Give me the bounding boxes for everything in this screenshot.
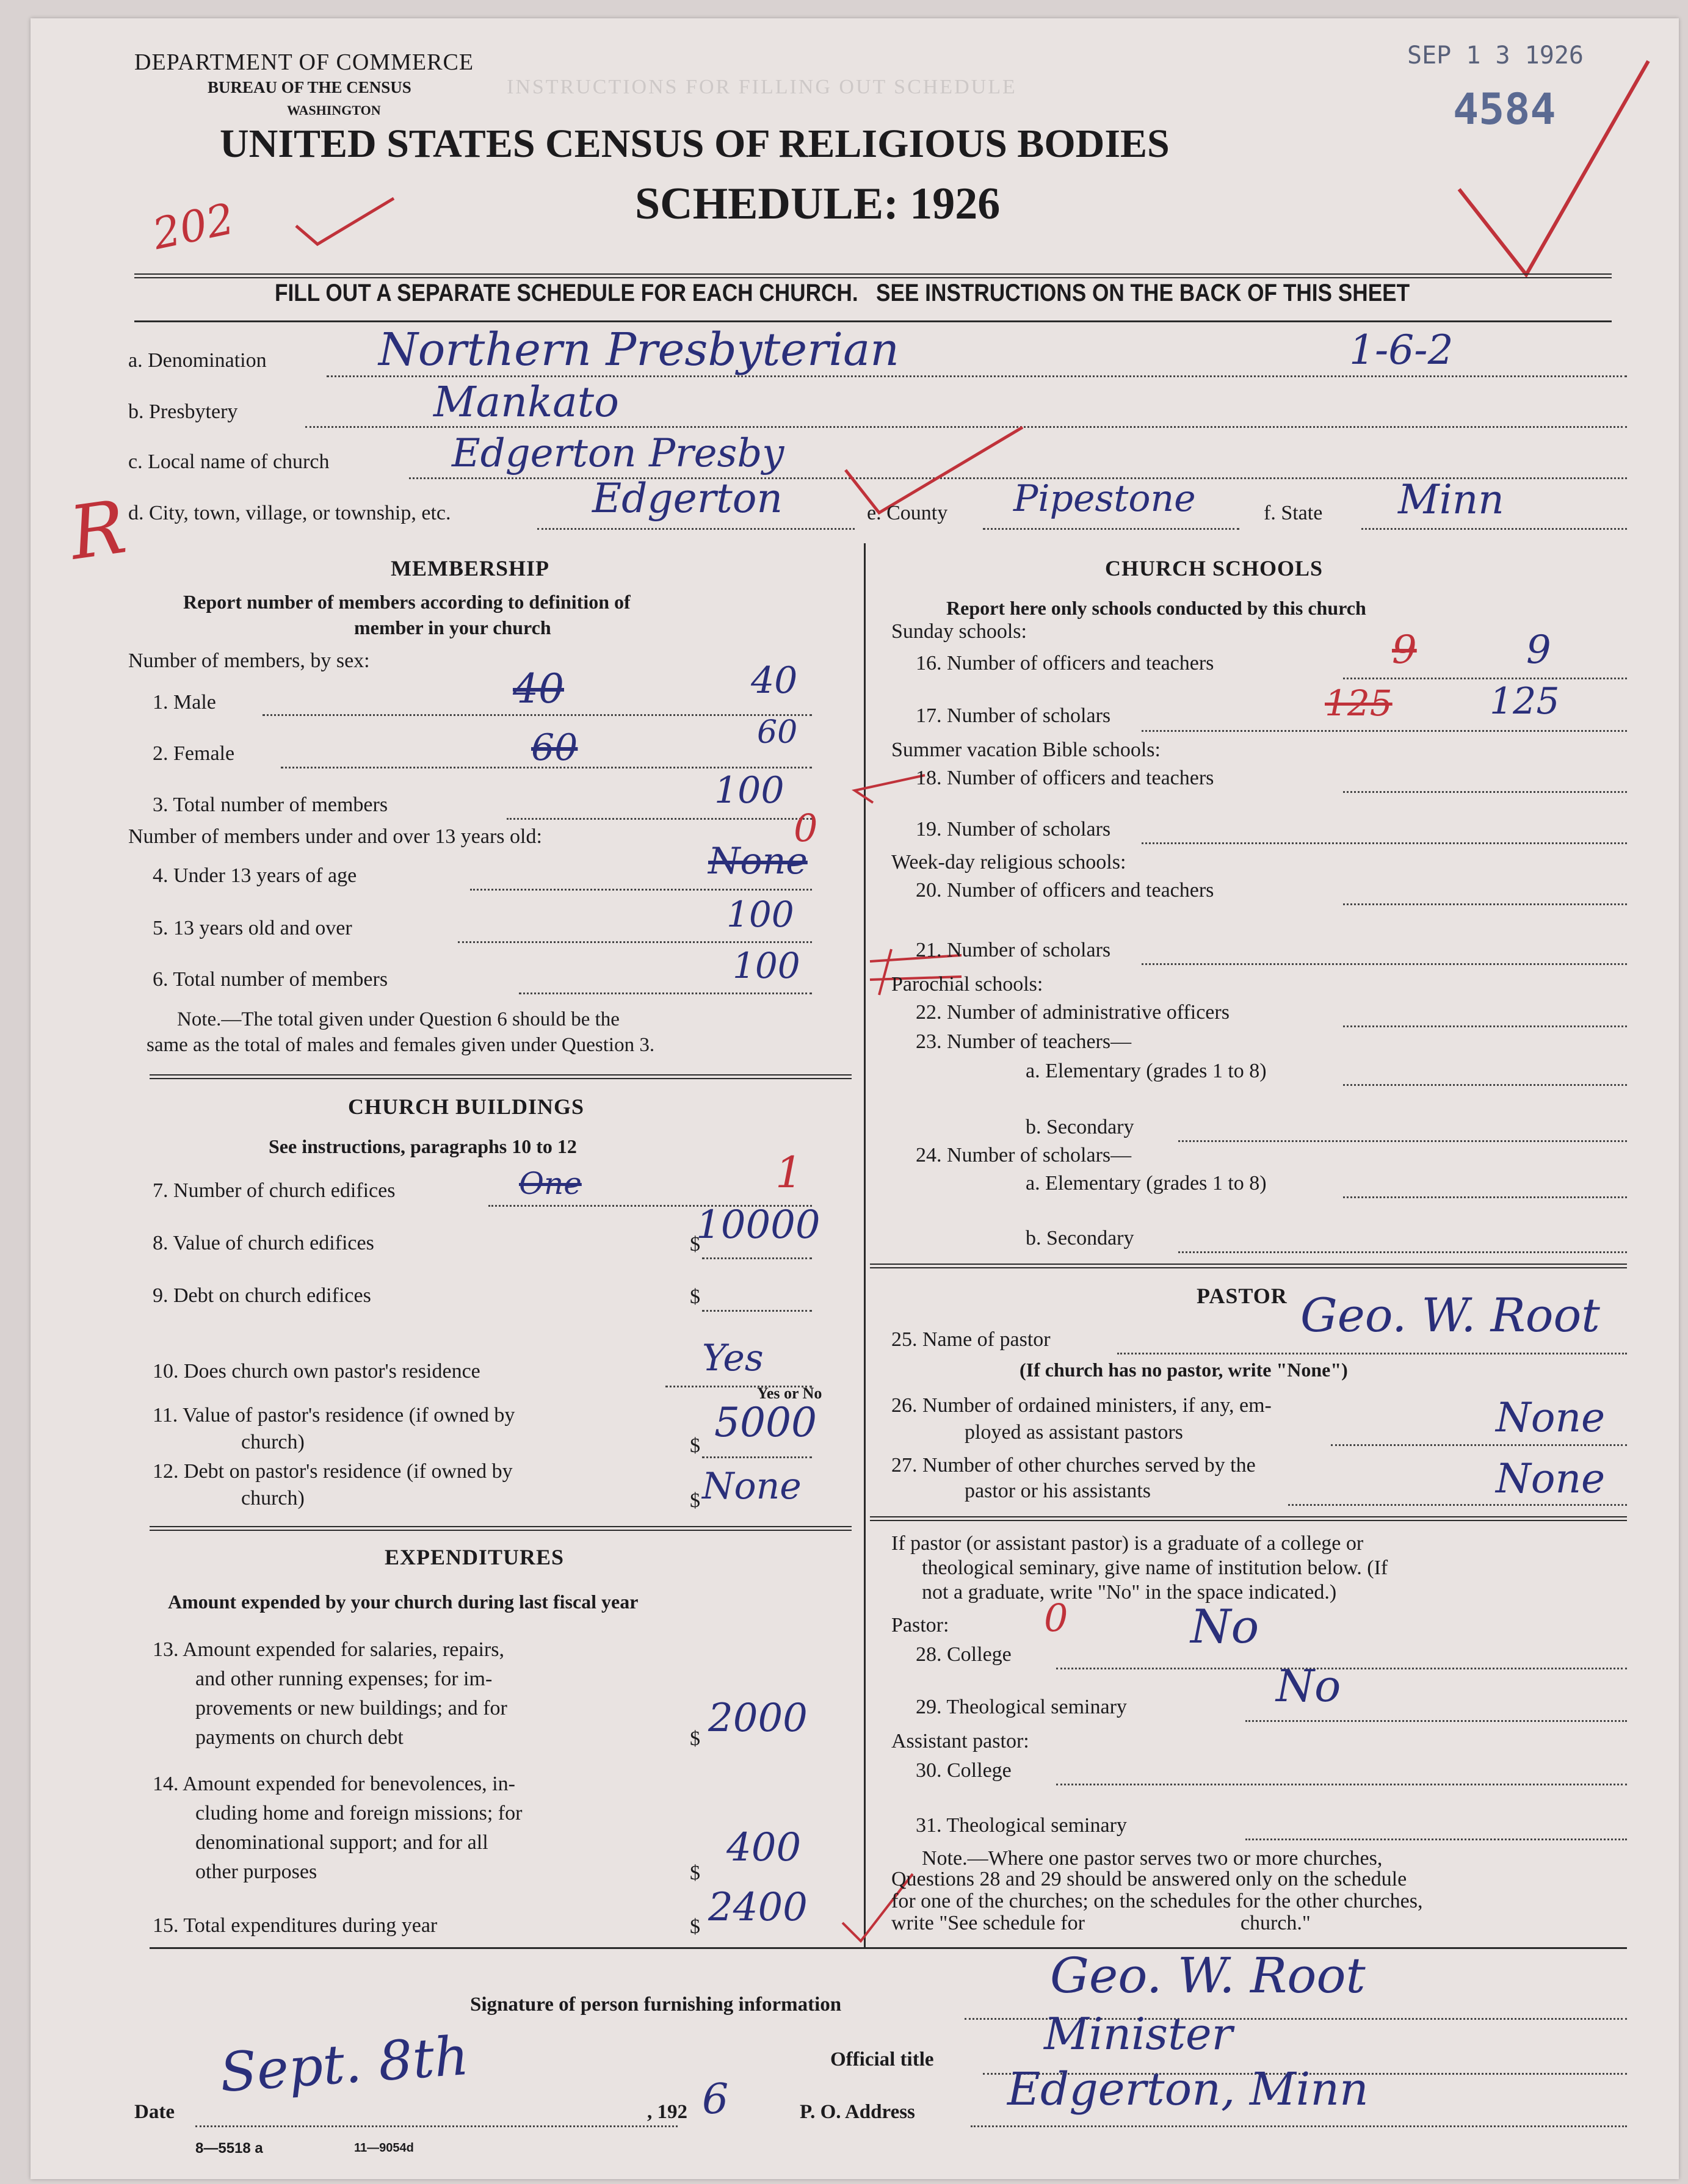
q9-line — [702, 1310, 812, 1312]
q14-line-4: other purposes — [195, 1860, 317, 1883]
state-label: f. State — [1264, 502, 1323, 524]
q24-label: 24. Number of scholars— — [916, 1144, 1132, 1166]
q26-line — [1331, 1444, 1627, 1446]
q30-label: 30. College — [916, 1759, 1012, 1782]
q19-label: 19. Number of scholars — [916, 818, 1111, 841]
q18-line — [1343, 791, 1627, 793]
header-rule-bottom — [134, 320, 1612, 322]
pastor-title: PASTOR — [1197, 1284, 1288, 1308]
q26-line-1: 26. Number of ordained ministers, if any, em- — [891, 1394, 1272, 1417]
form-number: 8—5518 a — [195, 2140, 263, 2157]
q16-struck-value: 9 — [1392, 627, 1417, 673]
q17-label: 17. Number of scholars — [916, 704, 1111, 727]
margin-number-mark: 202 — [148, 193, 239, 259]
q13-value[interactable]: 2000 — [708, 1696, 808, 1741]
q12-dollar: $ — [690, 1489, 700, 1512]
header-rule-top — [134, 273, 1612, 278]
print-number: 11—9054d — [354, 2141, 414, 2155]
department-name: DEPARTMENT OF COMMERCE — [134, 49, 474, 75]
q13-line-3: provements or new buildings; and for — [195, 1697, 507, 1719]
q24b-line — [1178, 1251, 1627, 1253]
q13-line-4: payments on church debt — [195, 1726, 404, 1749]
form-title: UNITED STATES CENSUS OF RELIGIOUS BODIES — [220, 121, 1170, 166]
q14-line-2: cluding home and foreign missions; for — [195, 1802, 523, 1824]
q24a-line — [1343, 1196, 1627, 1198]
membership-note-1: Note.—The total given under Question 6 should be the — [177, 1008, 620, 1030]
local-name-value[interactable]: Edgerton Presby — [452, 431, 784, 476]
year-prefix: , 192 — [647, 2101, 687, 2123]
q4-under13-value[interactable]: None — [708, 840, 808, 883]
q15-label: 15. Total expenditures during year — [153, 1914, 438, 1937]
q16-label: 16. Number of officers and teachers — [916, 652, 1214, 674]
file-number-stamp: 4584 — [1453, 84, 1556, 134]
q26-value[interactable]: None — [1496, 1394, 1606, 1441]
q12-label-2: church) — [241, 1487, 305, 1510]
pastor-note-1: Note.—Where one pastor serves two or more churches, — [922, 1847, 1383, 1870]
graduate-note-3: not a graduate, write "No" in the space indicated.) — [922, 1581, 1337, 1604]
q5-over13-label: 5. 13 years old and over — [153, 917, 352, 939]
county-value[interactable]: Pipestone — [1013, 477, 1196, 520]
year-value[interactable]: 6 — [702, 2075, 729, 2124]
by-sex-label: Number of members, by sex: — [128, 649, 370, 672]
q8-value-label: 8. Value of church edifices — [153, 1232, 374, 1254]
schools-title: CHURCH SCHOOLS — [1105, 556, 1324, 580]
q27-line-1: 27. Number of other churches served by the — [891, 1454, 1256, 1477]
q16-value[interactable]: 9 — [1526, 627, 1551, 673]
margin-initial: R — [64, 485, 131, 577]
city-value[interactable]: Edgerton — [592, 475, 783, 522]
denomination-value[interactable]: Northern Presbyterian — [379, 324, 899, 376]
q14-line-3: denominational support; and for all — [195, 1831, 488, 1854]
q11-line — [702, 1456, 812, 1458]
county-label: e. County — [867, 502, 948, 524]
red-check-mark-corner — [1453, 55, 1654, 287]
q3-total-value[interactable]: 100 — [714, 769, 784, 812]
signature-label: Signature of person furnishing information — [470, 1994, 842, 2016]
pastor-sub-label: Pastor: — [891, 1614, 949, 1636]
q6-line — [519, 993, 812, 994]
q3-total-label: 3. Total number of members — [153, 794, 388, 816]
q29-value[interactable]: No — [1276, 1660, 1341, 1712]
q23b-line — [1178, 1140, 1627, 1142]
q15-dollar: $ — [690, 1915, 700, 1938]
bureau-name: BUREAU OF THE CENSUS — [208, 78, 411, 96]
q28-label: 28. College — [916, 1643, 1012, 1666]
graduate-note-1: If pastor (or assistant pastor) is a graduate of a college or — [891, 1532, 1364, 1555]
q20-label: 20. Number of officers and teachers — [916, 879, 1214, 902]
q22-line — [1343, 1025, 1627, 1027]
q5-line — [458, 941, 812, 943]
q1-male-label: 1. Male — [153, 691, 216, 714]
q2-female-value[interactable]: 60 — [757, 714, 798, 751]
q4-line — [470, 889, 812, 891]
q29-line — [1245, 1720, 1627, 1722]
q25-label: 25. Name of pastor — [891, 1328, 1051, 1351]
q23a-line — [1343, 1084, 1627, 1086]
denomination-code: 1-6-2 — [1349, 327, 1454, 374]
membership-bottom-rule — [150, 1074, 852, 1079]
q24a-label: a. Elementary (grades 1 to 8) — [1026, 1172, 1267, 1195]
q31-label: 31. Theological seminary — [916, 1814, 1127, 1837]
date-label: Date — [134, 2101, 175, 2123]
q5-over13-value[interactable]: 100 — [726, 894, 794, 935]
q17-line — [1142, 730, 1627, 732]
q21-line — [1142, 963, 1627, 965]
q14-value[interactable]: 400 — [726, 1825, 802, 1870]
state-line — [1361, 528, 1627, 530]
pastor-note-2: Questions 28 and 29 should be answered only on the schedule — [891, 1868, 1407, 1890]
parochial-schools-label: Parochial schools: — [891, 973, 1043, 996]
q7-edifices-value[interactable]: 1 — [775, 1148, 803, 1198]
schools-intro: Report here only schools conducted by this church — [946, 597, 1366, 619]
q8-dollar: $ — [690, 1233, 700, 1256]
presbytery-value[interactable]: Mankato — [433, 378, 619, 427]
reverse-side-bleed-text — [507, 73, 1017, 101]
signature-value[interactable]: Geo. W. Root — [1050, 1947, 1366, 2004]
membership-note-2: same as the total of males and females given under Question 3. — [147, 1034, 655, 1056]
presbytery-label: b. Presbytery — [128, 400, 238, 423]
county-line — [983, 528, 1239, 530]
q10-residence-label: 10. Does church own pastor's residence — [153, 1360, 480, 1383]
sunday-schools-label: Sunday schools: — [891, 620, 1027, 643]
date-value[interactable]: Sept. 8th — [217, 2023, 471, 2105]
membership-intro-1: Report number of members according to definition of — [183, 591, 631, 613]
q27-line — [1288, 1504, 1627, 1506]
red-check-mark-margin — [293, 195, 397, 250]
q12-value[interactable]: None — [702, 1465, 802, 1508]
q13-line-1: 13. Amount expended for salaries, repairs, — [153, 1638, 504, 1661]
q27-value[interactable]: None — [1496, 1455, 1606, 1502]
q14-dollar: $ — [690, 1862, 700, 1884]
schools-bottom-rule — [870, 1264, 1627, 1268]
q1-male-value[interactable]: 40 — [751, 659, 798, 702]
q7-struck-value: One — [519, 1166, 582, 1201]
pastor-note-3: for one of the churches; on the schedules for the other churches, — [891, 1890, 1423, 1912]
pastor-note-4: write "See schedule for church." — [891, 1912, 1311, 1934]
state-value[interactable]: Minn — [1398, 476, 1504, 523]
q7-edifices-label: 7. Number of church edifices — [153, 1179, 396, 1202]
expenditures-intro: Amount expended by your church during last fiscal year — [168, 1591, 639, 1613]
assistant-sub-label: Assistant pastor: — [891, 1730, 1029, 1752]
q21-label: 21. Number of scholars — [916, 939, 1111, 961]
footer-rule — [150, 1947, 1627, 1949]
q11-label-2: church) — [241, 1431, 305, 1453]
buildings-intro: See instructions, paragraphs 10 to 12 — [269, 1135, 577, 1157]
q23-label: 23. Number of teachers— — [916, 1030, 1132, 1053]
official-title-label: Official title — [830, 2048, 934, 2070]
po-address-line — [971, 2125, 1627, 2127]
q17-struck-value: 125 — [1325, 682, 1393, 724]
q27-line-2: pastor or his assistants — [965, 1480, 1151, 1502]
q2-struck-value: 60 — [531, 726, 578, 769]
census-schedule-sheet — [31, 18, 1679, 2179]
buildings-title: CHURCH BUILDINGS — [348, 1094, 585, 1119]
q3-line — [507, 818, 812, 820]
bureau-city: WASHINGTON — [287, 103, 381, 118]
q29-label: 29. Theological seminary — [916, 1696, 1127, 1718]
q6-total-label: 6. Total number of members — [153, 968, 388, 991]
city-label: d. City, town, village, or township, etc. — [128, 502, 451, 524]
date-line — [195, 2125, 678, 2127]
q20-line — [1343, 903, 1627, 905]
q15-value[interactable]: 2400 — [708, 1885, 808, 1930]
q6-total-value[interactable]: 100 — [733, 945, 800, 986]
received-date-stamp: SEP 1 3 1926 — [1407, 42, 1584, 70]
age-mark: 0 — [794, 806, 818, 850]
city-line — [537, 528, 855, 530]
q2-female-label: 2. Female — [153, 742, 235, 765]
q12-label-1: 12. Debt on pastor's residence (if owned by — [153, 1460, 513, 1483]
q31-line — [1245, 1839, 1627, 1840]
q26-line-2: ployed as assistant pastors — [965, 1421, 1183, 1444]
membership-intro-2: member in your church — [354, 617, 551, 638]
q11-dollar: $ — [690, 1434, 700, 1457]
weekday-schools-label: Week-day religious schools: — [891, 851, 1126, 873]
q8-line — [702, 1257, 812, 1259]
q23b-label: b. Secondary — [1026, 1116, 1134, 1138]
po-address-value[interactable]: Edgerton, Minn — [1007, 2063, 1369, 2116]
expenditures-title: EXPENDITURES — [385, 1545, 565, 1569]
official-title-value[interactable]: Minister — [1044, 2008, 1233, 2059]
q17-value[interactable]: 125 — [1490, 680, 1560, 723]
q28-line — [1056, 1668, 1627, 1669]
q11-label-1: 11. Value of pastor's residence (if owned by — [153, 1404, 515, 1426]
q14-line-1: 14. Amount expended for benevolences, in- — [153, 1773, 515, 1795]
q10-hint: Yes or No — [757, 1384, 822, 1402]
q1-line — [263, 714, 812, 716]
graduate-note-2: theological seminary, give name of institution below. (If — [922, 1557, 1388, 1579]
q9-debt-label: 9. Debt on church edifices — [153, 1284, 371, 1307]
q13-line-2: and other running expenses; for im- — [195, 1668, 493, 1690]
po-address-label: P. O. Address — [800, 2101, 915, 2123]
denomination-label: a. Denomination — [128, 349, 267, 372]
q24b-label: b. Secondary — [1026, 1227, 1134, 1249]
q10-residence-value[interactable]: Yes — [702, 1337, 764, 1379]
pastor-mid-rule — [870, 1516, 1627, 1521]
q18-label: 18. Number of officers and teachers — [916, 767, 1214, 789]
pastor-mark: 0 — [1044, 1596, 1068, 1640]
age-intro-label: Number of members under and over 13 years old: — [128, 825, 542, 848]
form-subtitle: SCHEDULE: 1926 — [635, 179, 1001, 229]
local-name-label: c. Local name of church — [128, 450, 330, 473]
separate-schedule-instruction: FILL OUT A SEPARATE SCHEDULE FOR EACH CHURCH. SEE INSTRUCTIONS ON THE BACK OF THIS SHEET — [275, 280, 1410, 306]
q16-line — [1343, 678, 1627, 679]
q11-value[interactable]: 5000 — [714, 1399, 817, 1446]
q8-value[interactable]: 10000 — [696, 1202, 820, 1248]
q1-struck-value: 40 — [513, 665, 564, 712]
vacation-schools-label: Summer vacation Bible schools: — [891, 739, 1161, 761]
q13-dollar: $ — [690, 1727, 700, 1750]
q4-under13-label: 4. Under 13 years of age — [153, 864, 357, 887]
q23a-label: a. Elementary (grades 1 to 8) — [1026, 1060, 1267, 1082]
column-divider — [864, 543, 866, 1947]
q30-line — [1056, 1784, 1627, 1785]
q25-hint: (If church has no pastor, write "None") — [1020, 1359, 1348, 1381]
q28-value[interactable]: No — [1190, 1599, 1259, 1654]
q25-value[interactable]: Geo. W. Root — [1300, 1288, 1600, 1342]
q25-line — [1117, 1353, 1627, 1354]
q9-dollar: $ — [690, 1285, 700, 1308]
q22-label: 22. Number of administrative officers — [916, 1001, 1230, 1024]
membership-title: MEMBERSHIP — [391, 556, 550, 580]
q19-line — [1142, 842, 1627, 844]
buildings-bottom-rule — [150, 1526, 852, 1531]
bleed-heading: INSTRUCTIONS FOR FILLING OUT SCHEDULE — [507, 76, 1017, 98]
